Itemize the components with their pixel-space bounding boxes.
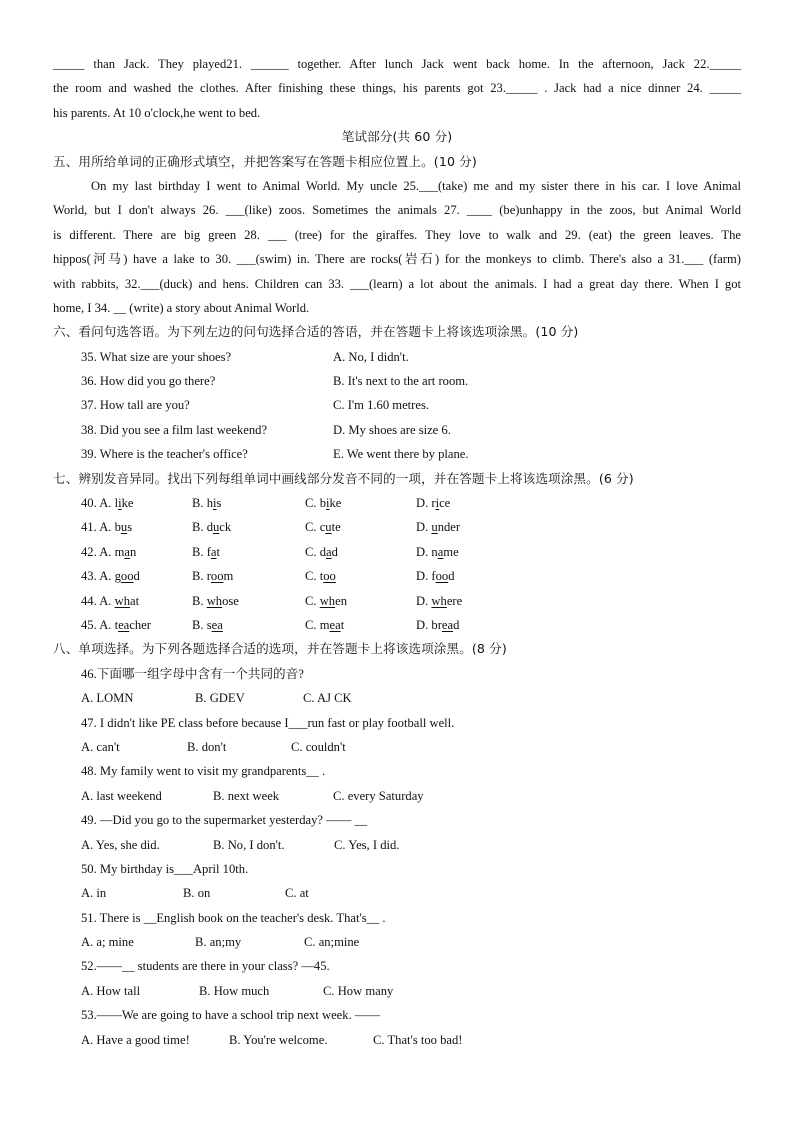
word-option: B. sea [192, 617, 223, 632]
match-question: 35. What size are your shoes? [81, 349, 232, 364]
answer-options [53, 930, 741, 954]
answer-option: C. Yes, I did. [334, 837, 400, 852]
word-option: 43. A. good [81, 569, 140, 584]
section5-line: On my last birthday I went to Animal World. My uncle 25.___(take) me and my sister there in his car. I love Animal [91, 178, 741, 193]
section5-line: with rabbits, 32.___(duck) and hens. Children can 33. ___(learn) a lot about the animals. I had a great day there. When I got [53, 276, 741, 291]
passage-line: _____ than Jack. They played21. ______ together. After lunch Jack went back home. In the afternoon, Jack 22._____ [53, 57, 741, 71]
pronunciation-table [53, 491, 741, 637]
answer-option: C. every Saturday [333, 788, 424, 803]
word-option: 42. A. man [81, 544, 137, 559]
answer-options [53, 833, 741, 857]
underlined-letters: u [431, 520, 438, 535]
answer-option: B. don't [187, 739, 227, 754]
underlined-letters: i [118, 496, 122, 511]
question-stem: 47. I didn't like PE class before because I___run fast or play football well. [81, 715, 455, 730]
word-option: D. name [416, 544, 459, 559]
underlined-letters: u [325, 520, 332, 535]
match-question: 36. How did you go there? [81, 374, 216, 389]
section5-heading: 五、用所给单词的正确形式填空，并把答案写在答题卡相应位置上。(10 分) [53, 153, 477, 169]
underlined-letters: oo [210, 569, 224, 584]
answer-option: B. GDEV [195, 691, 245, 706]
match-item [53, 418, 741, 442]
match-item [53, 393, 741, 417]
match-question: 38. Did you see a film last weekend? [81, 422, 268, 437]
word-option: D. rice [416, 496, 451, 511]
question-stem: 49. —Did you go to the supermarket yesterday? —— __ [81, 813, 368, 828]
question-stem: 50. My birthday is___April 10th. [81, 861, 249, 876]
pronunciation-row [53, 589, 741, 613]
answer-option: A. LOMN [81, 691, 134, 706]
multiple-choice-list [53, 662, 741, 1052]
answer-option: A. Have a good time! [81, 1032, 190, 1047]
underlined-letters: ea [211, 617, 223, 632]
section7-heading: 七、辨别发音异同。找出下列每组单词中画线部分发音不同的一项，并在答题卡上将该选项涂黑。(6 分) [53, 470, 634, 486]
answer-option: B. on [183, 886, 211, 901]
word-option: 45. A. teacher [81, 617, 151, 632]
word-option: B. his [192, 496, 222, 511]
section5-line: home, I 34. __ (write) a story about Animal World. [53, 300, 310, 315]
answer-option: A. How tall [81, 983, 141, 998]
section8-heading: 八、单项选择。为下列各题选择合适的选项，并在答题卡上将该选项涂黑。(8 分) [53, 641, 507, 657]
answer-option: C. How many [323, 983, 394, 998]
word-option: B. room [192, 569, 234, 584]
match-item [53, 345, 741, 369]
match-answer: D. My shoes are size 6. [333, 422, 451, 437]
underlined-letters: ea [118, 617, 130, 632]
answer-option: B. How much [199, 983, 270, 998]
answer-option: C. at [285, 886, 309, 901]
pronunciation-row [53, 540, 741, 564]
passage-line: the room and washed the clothes. After finishing these things, his parents got 23._____ . Jack had a nice dinner 24. _____ [53, 81, 741, 96]
word-option: B. fat [192, 544, 220, 559]
passage-line: his parents. At 10 o'clock,he went to bed. [53, 105, 261, 120]
underlined-letters: a [437, 544, 444, 559]
match-answer: B. It's next to the art room. [333, 374, 469, 389]
answer-option: A. a; mine [81, 935, 134, 950]
word-option: C. cute [305, 520, 341, 535]
word-option: C. dad [305, 544, 338, 559]
pronunciation-row [53, 515, 741, 539]
underlined-letters: a [210, 544, 217, 559]
match-question: 37. How tall are you? [81, 398, 190, 413]
match-answer: A. No, I didn't. [333, 349, 409, 364]
question-stem: 51. There is __English book on the teacher's desk. That's__ . [81, 910, 386, 925]
underlined-letters: a [124, 544, 130, 559]
underlined-letters: wh [206, 593, 223, 608]
underlined-letters: i [326, 496, 330, 511]
question-stem: 52.——__ students are there in your class? —45. [81, 959, 330, 974]
answer-options [53, 979, 741, 1003]
match-answer: C. I'm 1.60 metres. [333, 398, 430, 413]
answer-option: C. an;mine [304, 935, 360, 950]
section6-heading: 六、看问句选答语。为下列左边的问句选择合适的答语，并在答题卡上将该选项涂黑。(10 分) [53, 324, 579, 340]
word-option: 44. A. what [81, 593, 140, 608]
word-option: C. when [305, 593, 347, 608]
question-stem: 46.下面哪一组字母中含有一个共同的音? [81, 666, 304, 681]
answer-options [53, 881, 741, 905]
underlined-letters: oo [120, 569, 134, 584]
underlined-letters: oo [323, 569, 336, 584]
match-question: 39. Where is the teacher's office? [81, 447, 248, 462]
word-option: B. duck [192, 520, 232, 535]
underlined-letters: i [435, 496, 440, 511]
word-option: D. where [416, 593, 463, 608]
question-stem: 53.——We are going to have a school trip next week. —— [81, 1008, 381, 1023]
word-option: C. bike [305, 496, 342, 511]
match-item [53, 369, 741, 393]
section5-line: is different. There are big green 28. ___ (tree) for the giraffes. They love to walk and 29. (eat) the green leaves. The [53, 227, 741, 242]
word-option: D. bread [416, 617, 460, 632]
underlined-letters: a [326, 544, 332, 559]
underlined-letters: wh [114, 593, 130, 608]
answer-options [53, 1028, 741, 1052]
pronunciation-row [53, 613, 741, 637]
match-answer: E. We went there by plane. [333, 447, 469, 462]
word-option: 41. A. bus [81, 520, 133, 535]
answer-option: A. can't [81, 739, 120, 754]
question-stem: 48. My family went to visit my grandparents__ . [81, 764, 326, 779]
word-option: D. under [416, 520, 461, 535]
answer-option: C. AJ CK [303, 691, 352, 706]
answer-options [53, 686, 741, 710]
underlined-letters: u [120, 520, 128, 535]
word-option: 40. A. like [81, 496, 134, 511]
exam-page [53, 52, 741, 1052]
answer-option: A. Yes, she did. [81, 837, 160, 852]
underlined-letters: wh [431, 593, 447, 608]
pronunciation-row [53, 564, 741, 588]
underlined-letters: oo [435, 569, 449, 584]
answer-options [53, 784, 741, 808]
answer-option: B. next week [213, 788, 280, 803]
section5-line: hippos(河马) have a lake to 30. ___(swim) in. There are rocks(岩石) for the monkeys to climb. There's also a 31.___ (farm) [53, 252, 741, 267]
word-option: B. whose [192, 593, 239, 608]
answer-option: B. an;my [195, 935, 242, 950]
answer-option: A. last weekend [81, 788, 162, 803]
section5-line: World, but I don't always 26. ___(like) zoos. Sometimes the animals 27. ____ (be)unhappy in the zoos, but Animal World [53, 203, 741, 218]
pronunciation-row [53, 491, 741, 515]
underlined-letters: ea [329, 617, 341, 632]
underlined-letters: u [213, 520, 220, 535]
answer-option: C. couldn't [291, 739, 346, 754]
answer-option: B. You're welcome. [229, 1032, 328, 1047]
underlined-letters: ea [441, 617, 454, 632]
word-option: C. too [305, 569, 336, 584]
word-option: C. meat [305, 617, 345, 632]
answer-option: B. No, I don't. [213, 837, 285, 852]
answer-options [53, 735, 741, 759]
written-part-title: 笔试部分(共 60 分) [341, 129, 453, 145]
answer-option: A. in [81, 886, 107, 901]
match-item [53, 442, 741, 466]
underlined-letters: i [213, 496, 217, 511]
underlined-letters: wh [319, 593, 336, 608]
word-option: D. food [416, 569, 455, 584]
answer-option: C. That's too bad! [373, 1032, 463, 1047]
